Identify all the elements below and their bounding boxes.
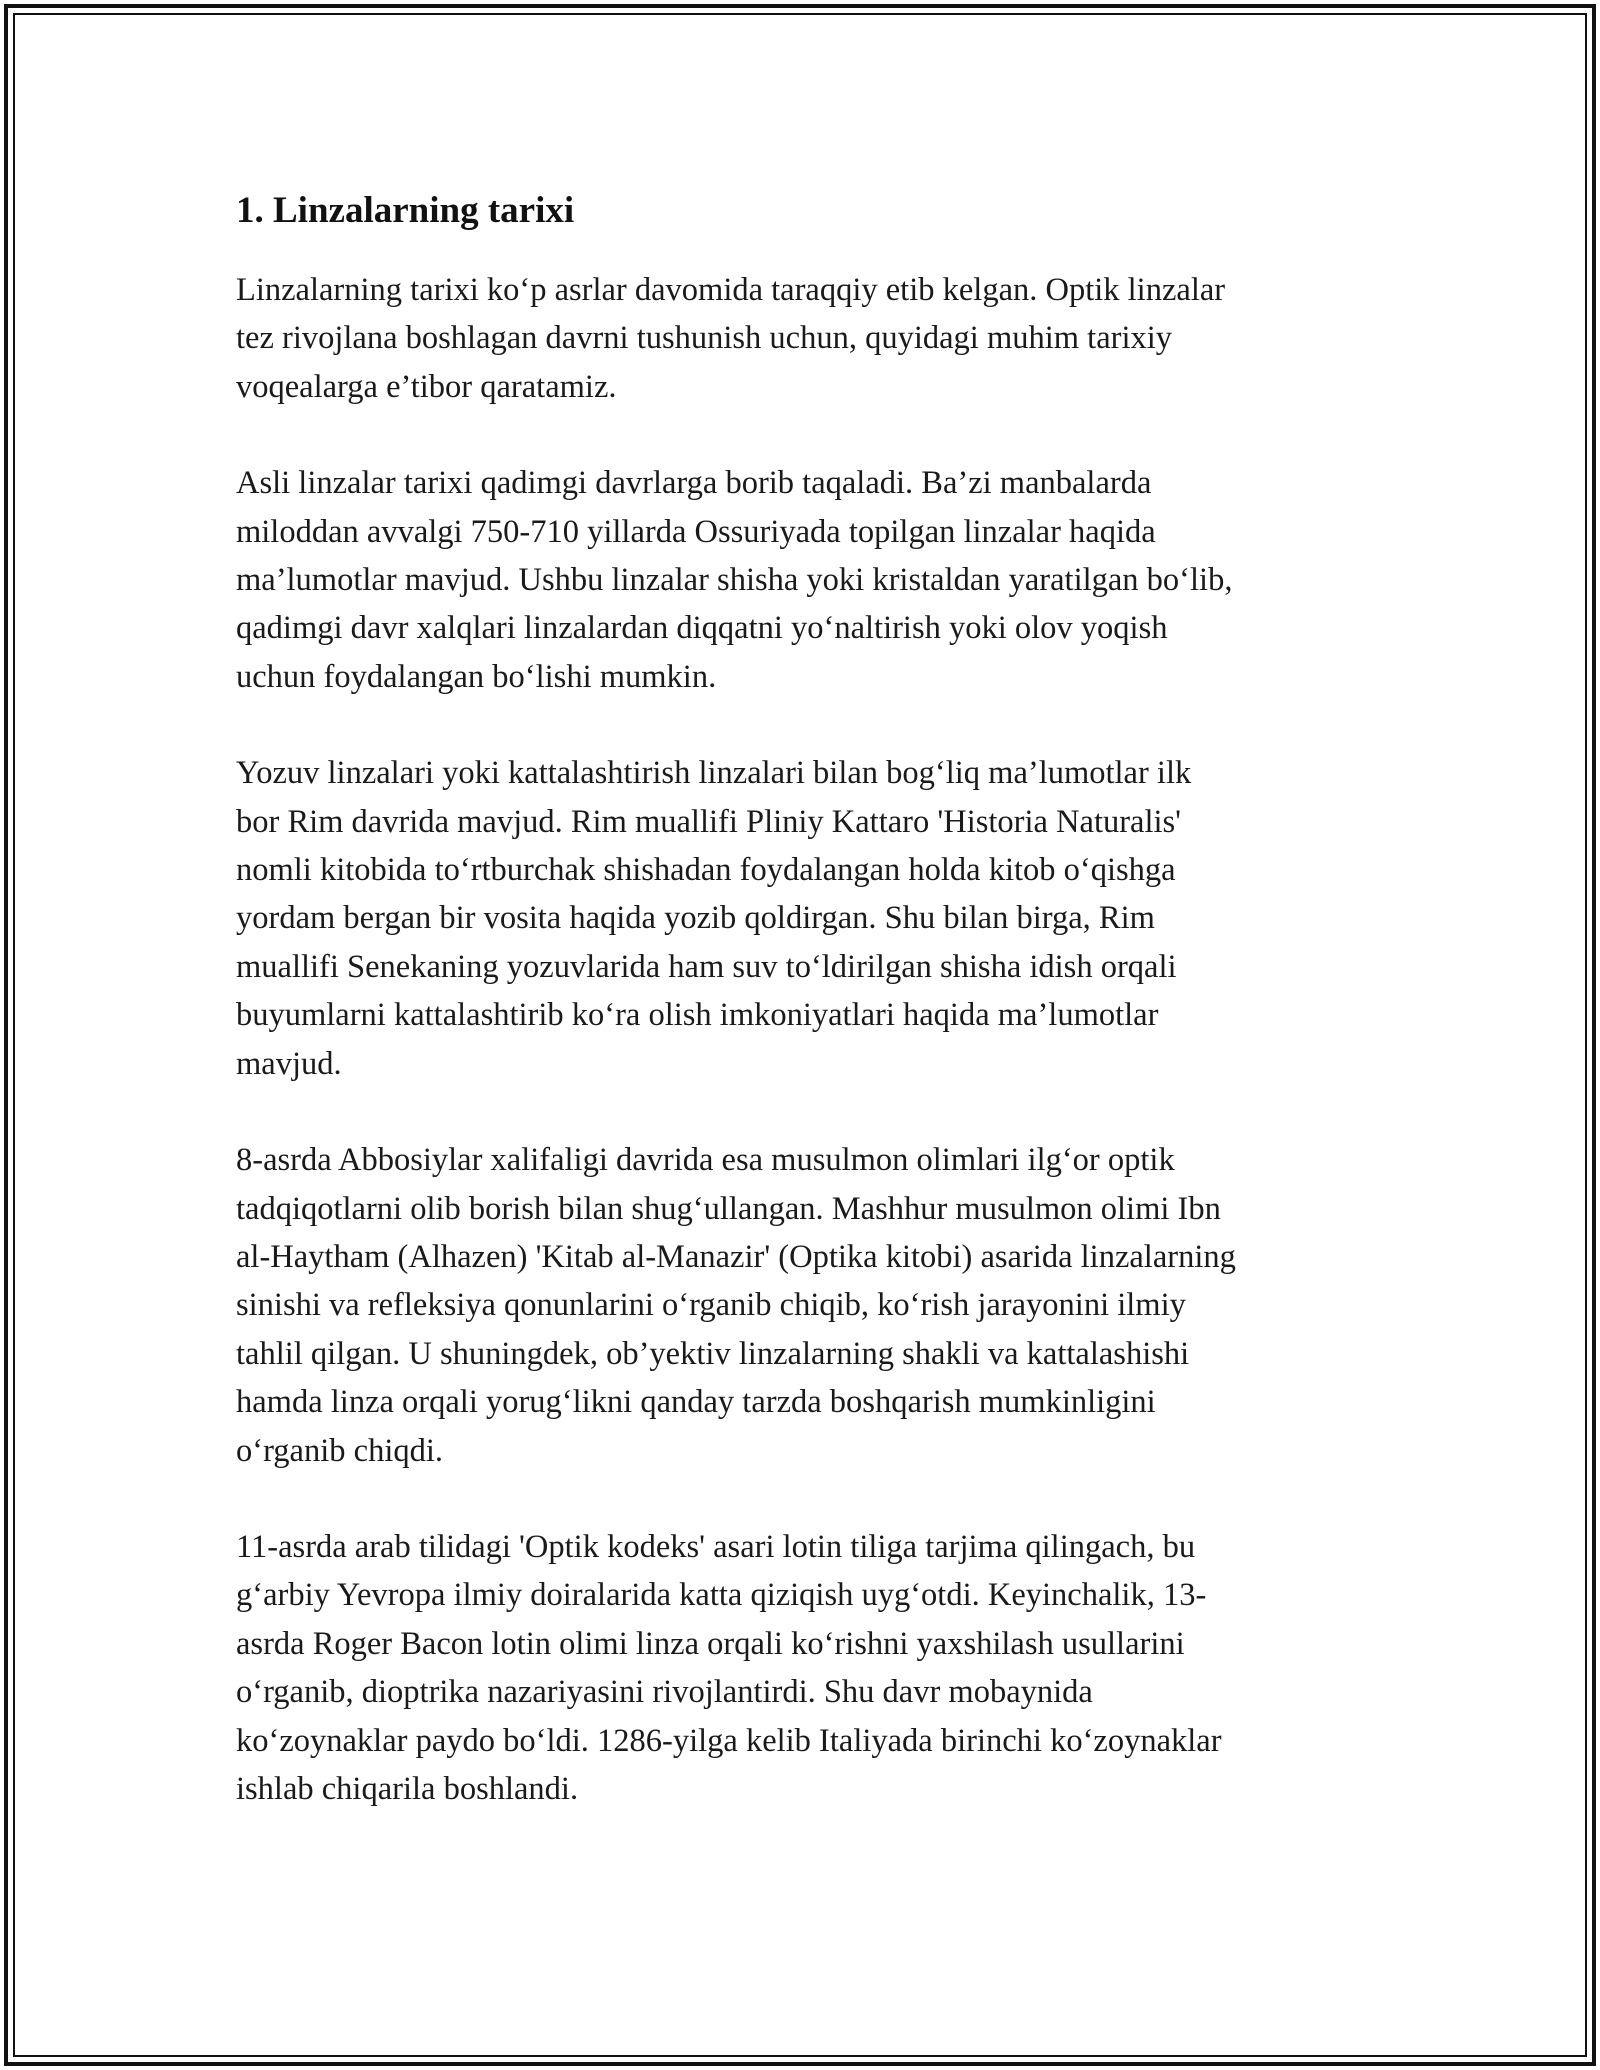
document-body — [236, 186, 1366, 1861]
section-heading: 1. Linzalarning tarixi — [236, 190, 575, 231]
paragraph-ancient-lenses: Asli linzalar tarixi qadimgi davrlarga borib taqaladi. Ba’zi manbalarda miloddan avvalgi 750-710 yillarda Ossuriyada topilgan linzalar haqida ma’lumotlar mavjud. Ushbu linzalar shisha yoki kristaldan yaratilgan bo‘lib, qadimgi davr xalqlari linzalardan diqqatni yo‘naltirish yoki olov yoqish uchun foydalangan bo‘lishi mumkin. — [236, 465, 1233, 695]
paragraph-abbasid-era: 8-asrda Abbosiylar xalifaligi davrida esa musulmon olimlari ilg‘or optik tadqiqotlarni olib borish bilan shug‘ullangan. Mashhur musulmon olimi Ibn al-Haytham (Alhazen) 'Kitab al-Manazir' (Optika kitobi) asarida linzalarning sinishi va refleksiya qonunlarini o‘rganib chiqib, ko‘rish jarayonini ilmiy tahlil qilgan. U shuningdek, ob’yektiv linzalarning shakli va kattalashishi hamda linza orqali yorug‘likni qanday tarzda boshqarish mumkinligini o‘rganib chiqdi. — [236, 1142, 1236, 1469]
paragraph-roman-era: Yozuv linzalari yoki kattalashtirish linzalari bilan bog‘liq ma’lumotlar ilk bor Rim davrida mavjud. Rim muallifi Pliniy Kattaro 'Historia Naturalis' nomli kitobida to‘rtburchak shishadan foydalangan holda kitob o‘qishga yordam bergan bir vosita haqida yozib qoldirgan. Shu bilan birga, Rim muallifi Senekaning yozuvlarida ham suv to‘ldirilgan shisha idish orqali buyumlarni kattalashtirib ko‘ra olish imkoniyatlari haqida ma’lumotlar mavjud. — [236, 755, 1192, 1082]
paragraph-european-era: 11-asrda arab tilidagi 'Optik kodeks' asari lotin tiliga tarjima qilingach, bu g‘arbiy Yevropa ilmiy doiralarida katta qiziqish uyg‘otdi. Keyinchalik, 13- asrda Roger Bacon lotin olimi linza orqali ko‘rishni yaxshilash usullarini o‘rganib, dioptrika nazariyasini rivojlantirdi. Shu davr mobaynida ko‘zoynaklar paydo bo‘ldi. 1286-yilga kelib Italiyada birinchi ko‘zoynaklar ishlab chiqarila boshlandi. — [236, 1528, 1222, 1807]
paragraph-intro: Linzalarning tarixi ko‘p asrlar davomida taraqqiy etib kelgan. Optik linzalar tez rivojlana boshlagan davrni tushunish uchun, quyidagi muhim tarixiy voqealarga e’tibor qaratamiz. — [236, 272, 1226, 405]
